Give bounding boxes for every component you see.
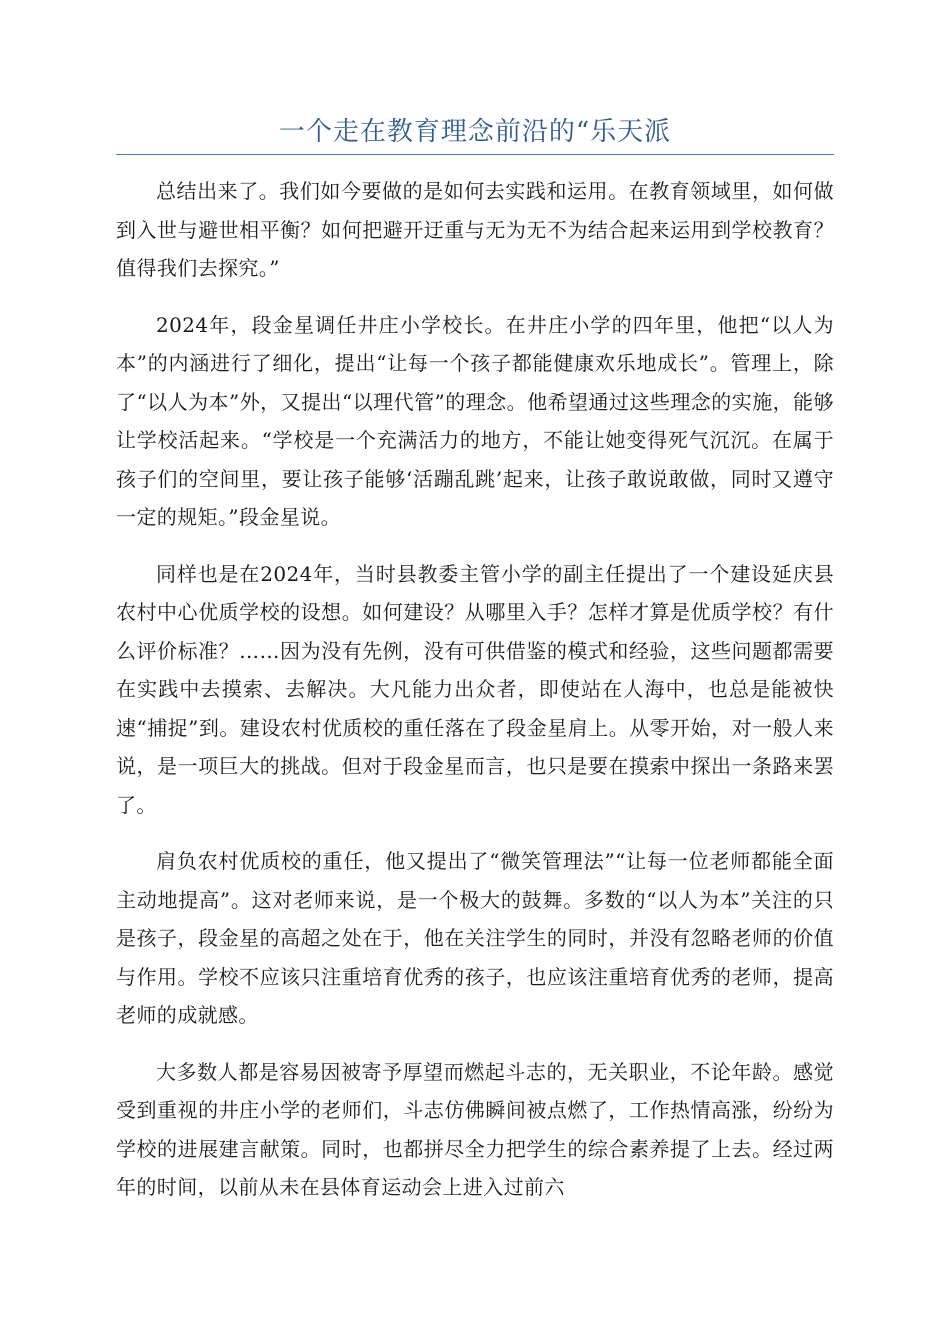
- title-underline: [116, 154, 834, 155]
- paragraph-4: 肩负农村优质校的重任，他又提出了“微笑管理法”“让每一位老师都能全面主动地提高”。这对老师来说，是一个极大的鼓舞。多数的“以人为本”关注的只是孩子，段金星的高超之处在于，他在关注学生的同时，并没有忽略老师的价值与作用。学校不应该只注重培育优秀的孩子，也应该注重培育优秀的老师，提高老师的成就感。: [116, 849, 834, 1027]
- paragraph-3: 同样也是在2024年，当时县教委主管小学的副主任提出了一个建设延庆县农村中心优质学校的设想。如何建设？从哪里入手？怎样才算是优质学校？有什么评价标准？……因为没有先例，没有可供借鉴的模式和经验，这些问题都需要在实践中去摸索、去解决。大凡能力出众者，即使站在人海中，也总是能被快速“捕捉”到。建设农村优质校的重任落在了段金星肩上。从零开始，对一般人来说，是一项巨大的挑战。但对于段金星而言，也只是要在摸索中探出一条路来罢了。: [116, 561, 834, 817]
- paragraph-1: 总结出来了。我们如今要做的是如何去实践和运用。在教育领域里，如何做到入世与避世相平衡？如何把避开迂重与无为无不为结合起来运用到学校教育？值得我们去探究。”: [116, 179, 834, 280]
- page-title: 一个走在教育理念前沿的“乐天派: [278, 117, 672, 147]
- paragraph-5: 大多数人都是容易因被寄予厚望而燃起斗志的，无关职业，不论年龄。感觉受到重视的井庄小学的老师们，斗志仿佛瞬间被点燃了，工作热情高涨，纷纷为学校的进展建言献策。同时，也都拼尽全力把学生的综合素养提了上去。经过两年的时间，以前从未在县体育运动会上进入过前六: [116, 1059, 834, 1199]
- paragraph-2: 2024年，段金星调任井庄小学校长。在井庄小学的四年里，他把“以人为本”的内涵进行了细化，提出“让每一个孩子都能健康欢乐地成长”。管理上，除了“以人为本”外，又提出“以理代管”的理念。他希望通过这些理念的实施，能够让学校活起来。“学校是一个充满活力的地方，不能让她变得死气沉沉。在属于孩子们的空间里，要让孩子能够‘活蹦乱跳’起来，让孩子敢说敢做，同时又遵守一定的规矩。”段金星说。: [116, 312, 834, 529]
- article-body: [116, 172, 834, 1225]
